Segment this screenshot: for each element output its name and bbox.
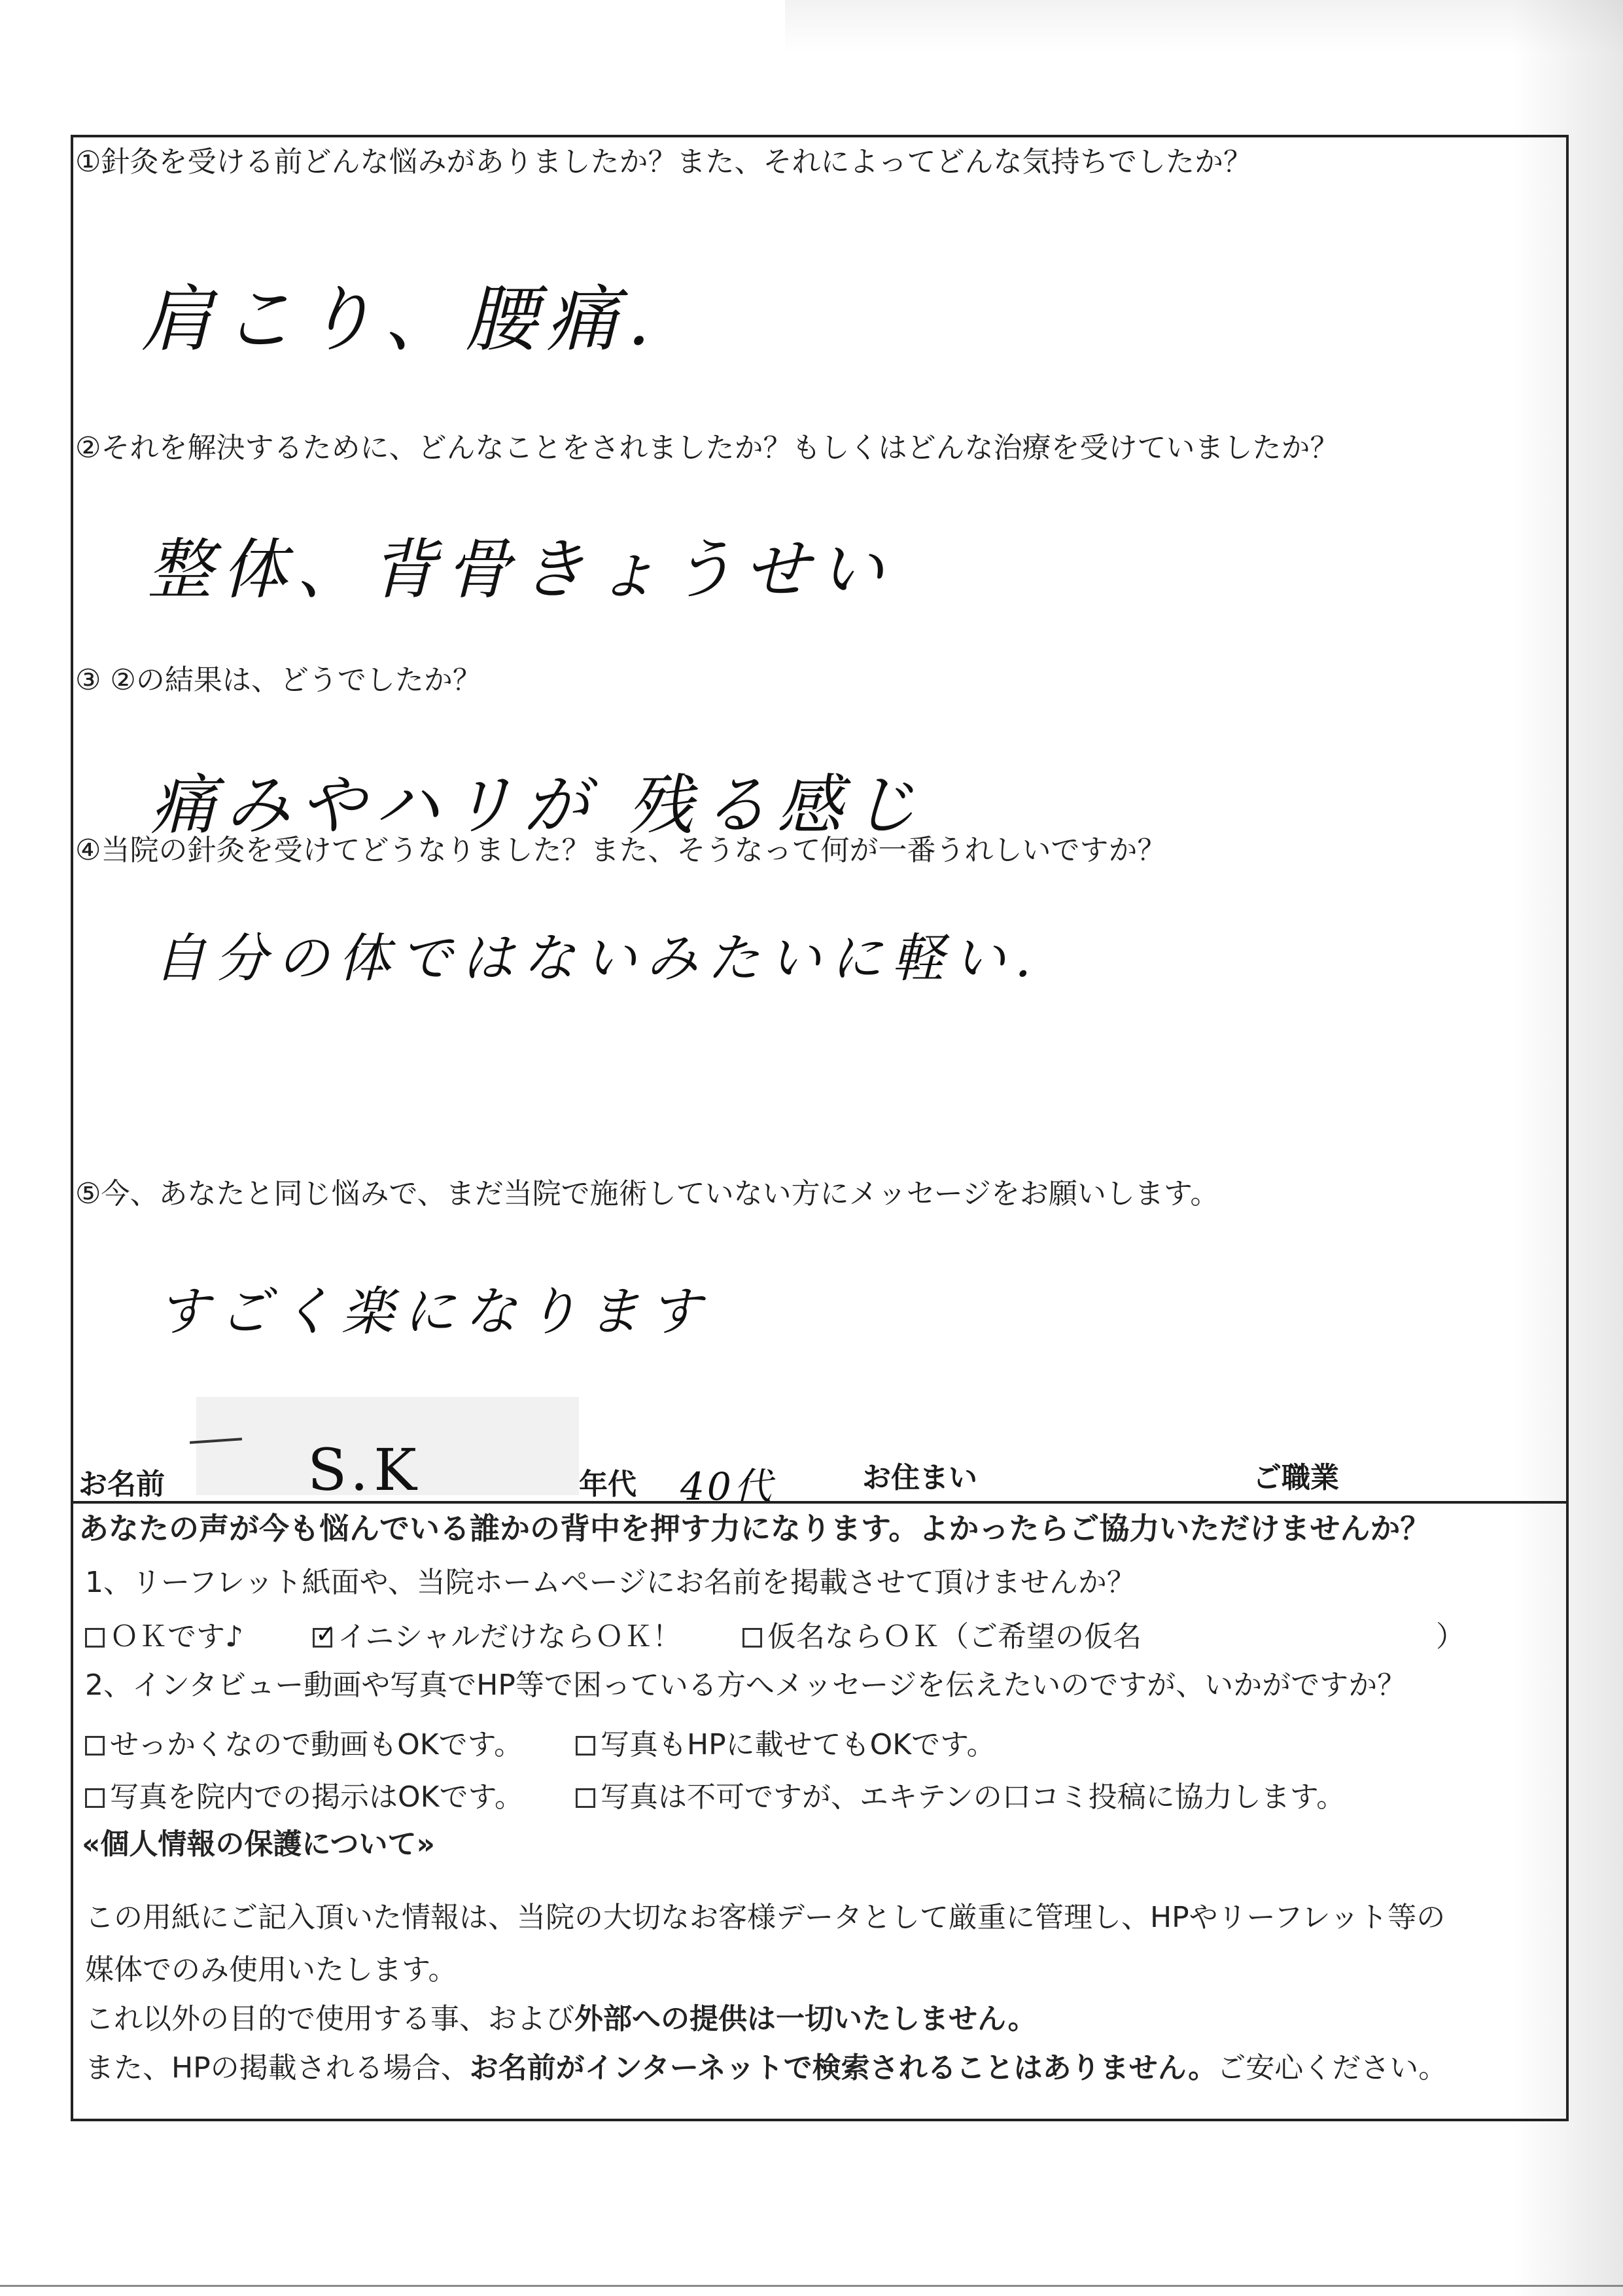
checkbox-review-only[interactable] [576, 1788, 595, 1808]
question-1-label: ①針灸を受ける前どんな悩みがありましたか？また、それによってどんな気持ちでしたか？ [75, 145, 1253, 179]
checkbox-video-ok[interactable] [85, 1736, 105, 1756]
question-2-answer: 整体、背骨きょうせい [147, 531, 893, 608]
address-label: お住まい [862, 1461, 977, 1494]
name-value: S.K [307, 1436, 422, 1504]
question-5-label: ⑤今、あなたと同じ悩みで、まだ当院で施術していない方にメッセージをお願いします。 [75, 1177, 1219, 1210]
question-4-answer: 自分の体ではないみたいに軽い. [154, 928, 1041, 989]
age-value: 40代 [680, 1464, 775, 1509]
section-divider [71, 1501, 1569, 1504]
consent-question-1: 1、リーフレット紙面や、当院ホームページにお名前を掲載させて頂けませんか？ [85, 1566, 1136, 1599]
question-2-label: ②それを解決するために、どんなことをされましたか？もしくはどんな治療を受けていましたか？ [75, 431, 1339, 465]
option-photo-hp-ok[interactable]: 写真もHPに載せてもOKです。 [576, 1721, 996, 1763]
checkbox-photo-hp-ok[interactable] [576, 1736, 595, 1756]
question-1-answer: 肩こり、腰痛. [141, 277, 659, 361]
option-ok[interactable]: ＯＫです♪ [85, 1613, 243, 1655]
checkbox-pseudonym[interactable] [742, 1628, 762, 1648]
question-4-label: ④当院の針灸を受けてどうなりました？また、そうなって何が一番うれしいですか？ [75, 834, 1166, 867]
option-photo-clinic-ok[interactable]: 写真を院内での掲示はOKです。 [85, 1773, 523, 1815]
consent-heading: あなたの声が今も悩んでいる誰かの背中を押す力になります。よかったらご協力いただけませんか？ [79, 1511, 1431, 1546]
option-video-ok[interactable]: せっかくなので動画もOKです。 [85, 1721, 523, 1763]
scan-shadow-top [785, 0, 1623, 52]
checkbox-photo-clinic-ok[interactable] [85, 1788, 105, 1808]
question-3-answer: 痛みやハリが 残る感じ [150, 767, 926, 843]
privacy-line-2: 媒体でのみ使用いたします。 [85, 1953, 457, 1987]
scan-bottom-edge [0, 2285, 1623, 2287]
question-5-answer: すごく楽になります [157, 1281, 710, 1342]
age-label: 年代 [579, 1468, 637, 1501]
checkbox-initials-only[interactable] [313, 1628, 332, 1648]
occupation-label: ご職業 [1253, 1461, 1339, 1494]
option-pseudonym[interactable]: 仮名ならＯＫ（ご希望の仮名 [742, 1613, 1142, 1655]
option-initials-only[interactable]: ✓ イニシャルだけならＯＫ！ [313, 1613, 681, 1655]
privacy-line-1: この用紙にご記入頂いた情報は、当院の大切なお客様データとして厳重に管理し、HPやリーフレット等の [85, 1901, 1446, 1934]
question-3-label: ③ ②の結果は、どうでしたか？ [75, 663, 481, 697]
privacy-line-4: また、HPの掲載される場合、お名前がインターネットで検索されることはありません。ご安心ください。 [85, 2051, 1448, 2085]
consent-question-2: 2、インタビュー動画や写真でHP等で困っている方へメッセージを伝えたいのですが、いかがですか？ [85, 1669, 1406, 1702]
name-label: お名前 [79, 1468, 165, 1501]
checkbox-ok[interactable] [85, 1628, 105, 1648]
option-review-only[interactable]: 写真は不可ですが、エキテンの口コミ投稿に協力します。 [576, 1773, 1345, 1815]
privacy-line-3: これ以外の目的で使用する事、および外部への提供は一切いたしません。 [85, 2002, 1037, 2036]
pseudonym-close-paren: ） [1436, 1620, 1465, 1653]
privacy-heading: «個人情報の保護について» [82, 1828, 435, 1861]
